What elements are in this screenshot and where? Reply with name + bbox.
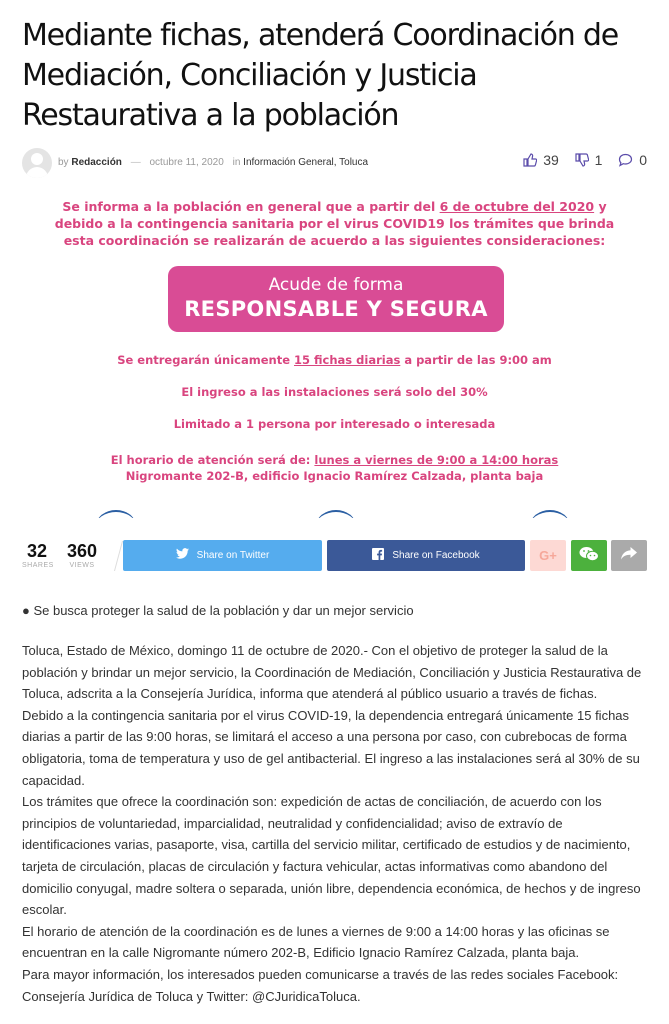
banner-intro-line-2: debido a la contingencia sanitaria por el virus COVID19 los trámites que brinda bbox=[54, 216, 615, 231]
banner-horario-u: lunes a viernes de 9:00 a 14:00 horas bbox=[314, 453, 559, 467]
article-paragraph: Debido a la contingencia sanitaria por el virus COVID-19, la dependencia entregará únicamente 15 fichas diarias a partir de las 9:00 horas, se limitará el acceso a una persona por caso, con cubrebocas de forma obligatoria, toma de temperatura y uso de gel antibacterial. El ingreso a las instalaciones será al 30% de su capacidad. bbox=[22, 707, 640, 788]
banner-line-fichas bbox=[22, 352, 647, 368]
thumbs-up-icon bbox=[523, 153, 537, 167]
share-more-button[interactable] bbox=[611, 540, 647, 571]
wechat-icon bbox=[579, 546, 599, 562]
article-body bbox=[22, 640, 647, 1007]
post-date: octubre 11, 2020 bbox=[149, 157, 224, 168]
banner-intro-line-1-a: Se informa a la población en general que a partir del bbox=[62, 199, 440, 214]
like-count: 39 bbox=[543, 152, 559, 168]
avatar-head-shape bbox=[31, 153, 43, 165]
banner-horario-a: El horario de atención será de: bbox=[110, 453, 315, 467]
author-link[interactable]: Redacción bbox=[71, 157, 122, 168]
thumbs-down-icon bbox=[575, 153, 589, 167]
article-lead: ● Se busca proteger la salud de la población y dar un mejor servicio bbox=[22, 603, 414, 618]
banner-fichas-u: 15 fichas diarias bbox=[294, 353, 401, 367]
share-bar bbox=[22, 539, 647, 575]
like-button[interactable] bbox=[523, 152, 562, 168]
banner-fichas-a: Se entregarán únicamente bbox=[117, 353, 295, 367]
banner-line-horario bbox=[22, 452, 647, 468]
banner-intro-line-1 bbox=[22, 198, 647, 215]
pill-line-1: Acude de forma bbox=[268, 275, 404, 295]
share-arrow-icon bbox=[621, 547, 637, 560]
share-divider bbox=[102, 541, 123, 571]
category-links[interactable]: Información General, Toluca bbox=[243, 157, 369, 168]
banner-pill bbox=[168, 266, 504, 332]
banner-line-ingreso: El ingreso a las instalaciones será solo del 30% bbox=[181, 385, 488, 399]
google-plus-icon: G+ bbox=[539, 548, 557, 563]
article-title: Mediante fichas, atenderá Coordinación de Mediación, Conciliación y Justicia Restaurativa a la población bbox=[22, 18, 619, 133]
banner-intro bbox=[22, 198, 647, 249]
article-paragraph: Toluca, Estado de México, domingo 11 de octubre de 2020.- Con el objetivo de proteger la salud de la población y brindar un mejor servicio, la Coordinación de Mediación, Conciliación y Justicia Restaurativa de Toluca, adscrita a la Consejería Jurídica, informa que atenderá al público usuario a través de fichas. bbox=[22, 643, 642, 702]
twitter-icon bbox=[176, 548, 189, 559]
banner-intro-line-1-b: y bbox=[594, 199, 607, 214]
share-wechat-button[interactable] bbox=[571, 540, 607, 571]
share-twitter-button[interactable] bbox=[123, 540, 322, 571]
banner-intro-line-3: esta coordinación se realizarán de acuerdo a las siguientes consideraciones: bbox=[63, 233, 606, 248]
banner-intro-date: 6 de octubre del 2020 bbox=[439, 199, 595, 214]
by-label: by bbox=[58, 157, 69, 168]
dislike-button[interactable] bbox=[575, 152, 607, 168]
in-label: in bbox=[232, 157, 241, 168]
meta-text bbox=[58, 157, 368, 168]
featured-image bbox=[22, 188, 647, 518]
twitter-label: Share on Twitter bbox=[196, 550, 270, 561]
comment-count: 0 bbox=[639, 152, 647, 168]
avatar-body-shape bbox=[26, 167, 48, 178]
banner-fichas-b: a partir de las 9:00 am bbox=[400, 353, 552, 367]
banner-line-limitado: Limitado a 1 persona por interesado o interesada bbox=[173, 417, 496, 431]
article-paragraph: El horario de atención de la coordinación es de lunes a viernes de 9:00 a 14:00 horas y las oficinas se encuentran en la calle Nigromante número 202-B, Edificio Ignacio Ramírez Calzada, planta baja. bbox=[22, 923, 610, 961]
shares-label: SHARES bbox=[22, 562, 54, 569]
comments-button[interactable] bbox=[618, 152, 647, 168]
article-meta bbox=[22, 146, 647, 178]
decorative-arc bbox=[316, 510, 356, 518]
share-gplus-button[interactable] bbox=[530, 540, 566, 571]
pill-line-2: RESPONSABLE Y SEGURA bbox=[184, 297, 488, 321]
views-count: 360 bbox=[66, 541, 98, 561]
banner-line-direccion: Nigromante 202-B, edificio Ignacio Ramírez Calzada, planta baja bbox=[125, 469, 544, 483]
shares-counter bbox=[22, 541, 52, 571]
reactions bbox=[511, 152, 647, 168]
author-avatar[interactable] bbox=[22, 148, 52, 178]
article-paragraph: Para mayor información, los interesados pueden comunicarse a través de las redes sociales Facebook: Consejería Jurídica de Toluca y Twitter: @CJuridicaToluca. bbox=[22, 966, 619, 1004]
decorative-arc bbox=[530, 510, 570, 518]
facebook-label: Share on Facebook bbox=[392, 550, 480, 561]
shares-count: 32 bbox=[26, 541, 48, 561]
views-label: VIEWS bbox=[69, 562, 95, 569]
meta-separator: — bbox=[130, 157, 141, 168]
decorative-arc bbox=[96, 510, 136, 518]
share-facebook-button[interactable] bbox=[327, 540, 525, 571]
views-counter bbox=[62, 541, 102, 571]
dislike-count: 1 bbox=[594, 152, 603, 168]
comment-icon bbox=[618, 153, 633, 167]
article-paragraph: Los trámites que ofrece la coordinación son: expedición de actas de conciliación, de acuerdo con los principios de voluntariedad, imparcialidad, neutralidad y confidencialidad; aviso de extravío de identificaciones varias, pasaporte, visa, cartilla del servicio militar, certificado de estudios y de nacimiento, tarjeta de circulación, placas de circulación y factura vehicular, actas informativas como abandono del domicilio conyugal, madre soltera o separada, unión libre, dependencia económica, de hechos y de ingreso escolar. bbox=[22, 794, 641, 918]
facebook-icon bbox=[372, 548, 384, 560]
